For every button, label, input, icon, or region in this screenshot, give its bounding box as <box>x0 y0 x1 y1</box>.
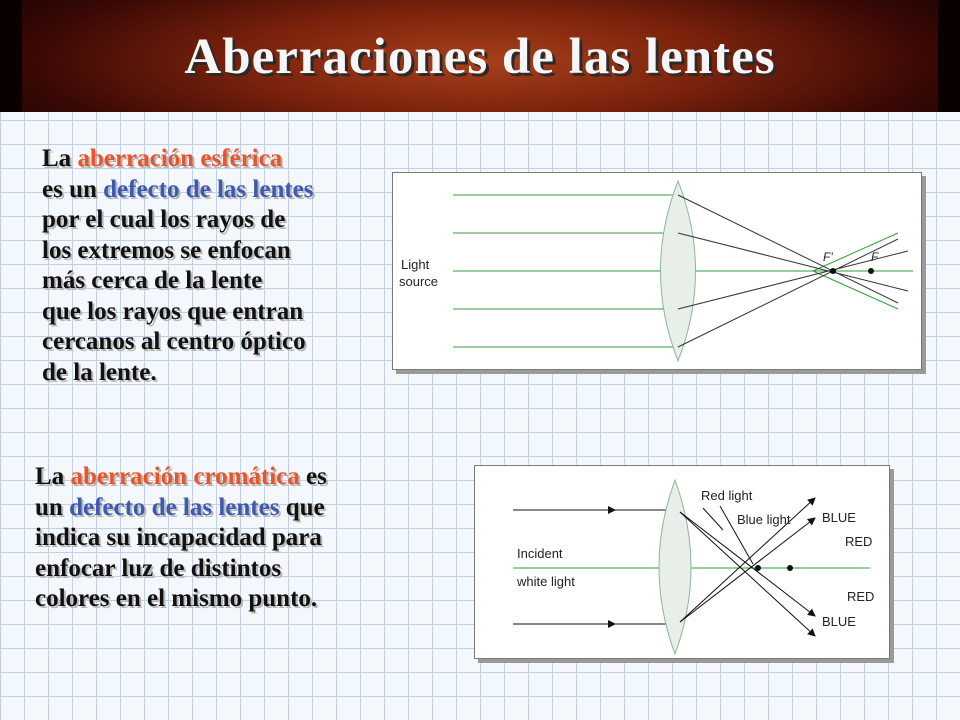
slide-title: Aberraciones de las lentes <box>184 29 776 85</box>
spherical-line-3: por el cual los rayos de <box>42 206 286 233</box>
ray-red-top <box>680 518 815 622</box>
spherical-line-7: cercanos al centro óptico <box>42 328 306 355</box>
ray-exit-outer-bottom <box>813 271 898 309</box>
title-bar <box>0 0 960 112</box>
chromatic-line-4: enfocar luz de distintos <box>35 554 282 582</box>
spherical-line-6: que los rayos que entran <box>42 297 304 325</box>
focus-far-label: F <box>871 250 879 264</box>
light-source-label-1: Light <box>401 257 430 272</box>
spherical-diagram <box>393 173 921 369</box>
incident-label-1: Incident <box>517 546 563 561</box>
chromatic-line-1 <box>35 462 327 493</box>
ray-red-bottom <box>680 512 815 616</box>
blue-light-leader <box>703 508 723 530</box>
spherical-line-2 <box>42 175 314 206</box>
spherical-line-5: más cerca de la lente <box>42 267 263 294</box>
text-segment: que <box>279 493 325 521</box>
convex-lens <box>661 181 696 361</box>
term-aberracion-esferica: aberración esférica <box>77 145 283 172</box>
red-light-label: Red light <box>701 488 753 503</box>
chromatic-aberration-figure <box>474 465 890 659</box>
chromatic-aberration-text <box>35 462 327 615</box>
text-segment: La <box>42 145 78 172</box>
chromatic-line-5: colores en el mismo punto. <box>35 585 318 612</box>
spherical-aberration-text <box>42 144 314 388</box>
ray-blue-bottom <box>680 512 815 636</box>
text-segment: es <box>299 463 327 490</box>
spherical-line-4: los extremos se enfocan <box>42 236 291 264</box>
spherical-line-8: de la lente. <box>42 358 157 386</box>
convex-lens <box>659 480 691 654</box>
focus-red-dot <box>787 565 793 571</box>
refracted-bottom <box>678 239 898 347</box>
term-defecto-lentes: defecto de las lentes <box>103 175 314 203</box>
red-bottom-label: RED <box>847 589 875 604</box>
text-segment: un <box>35 493 70 521</box>
chromatic-line-2 <box>35 493 327 524</box>
light-source-label-2: source <box>399 274 439 289</box>
focus-near-dot <box>830 268 836 274</box>
term-defecto-lentes: defecto de las lentes <box>69 493 280 521</box>
red-top-label: RED <box>845 534 873 549</box>
incident-label-2: white light <box>517 574 575 589</box>
term-aberracion-cromatica: aberración cromática <box>70 463 300 490</box>
blue-light-label: Blue light <box>737 512 791 527</box>
focus-far-dot <box>868 268 874 274</box>
chromatic-diagram <box>475 466 889 658</box>
spherical-aberration-figure <box>392 172 922 370</box>
spherical-line-1 <box>42 144 314 175</box>
incident-rays <box>513 510 675 624</box>
refracted-top <box>678 195 898 303</box>
text-segment: La <box>35 463 71 490</box>
focus-near-label: F' <box>823 250 833 264</box>
focus-blue-dot <box>755 565 761 571</box>
text-segment: es un <box>42 175 104 203</box>
blue-top-label: BLUE <box>822 510 856 525</box>
chromatic-line-3: indica su incapacidad para <box>35 524 322 551</box>
blue-bottom-label: BLUE <box>822 614 856 629</box>
